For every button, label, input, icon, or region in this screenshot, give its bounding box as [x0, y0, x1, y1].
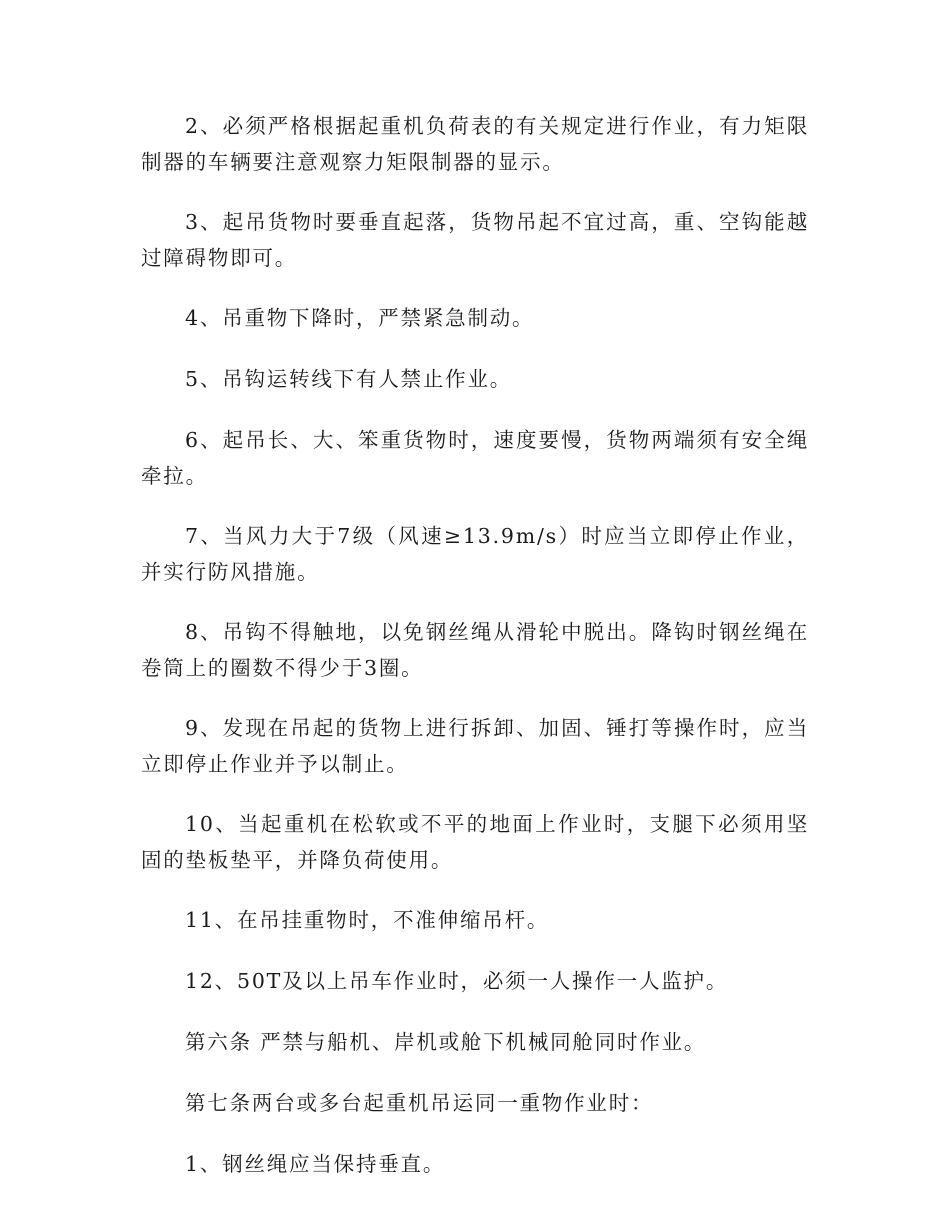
- paragraph-item-9: 9、发现在吊起的货物上进行拆卸、加固、锤打等操作时，应当立即停止作业并予以制止。: [141, 716, 809, 776]
- paragraph-article-7: 第七条两台或多台起重机吊运同一重物作业时：: [185, 1091, 654, 1115]
- paragraph-item-3: 3、起吊货物时要垂直起落，货物吊起不宜过高，重、空钩能越过障碍物即可。: [141, 210, 809, 270]
- paragraph-article-6: 第六条 严禁与船机、岸机或舱下机械同舱同时作业。: [185, 1030, 707, 1054]
- paragraph-item-12: 12、50T及以上吊车作业时，必须一人操作一人监护。: [185, 969, 729, 993]
- paragraph-item-11: 11、在吊挂重物时，不准伸缩吊杆。: [185, 908, 550, 932]
- paragraph-item-10: 10、当起重机在松软或不平的地面上作业时，支腿下必须用坚固的垫板垫平，并降负荷使用。: [141, 812, 809, 872]
- paragraph-item-6: 6、起吊长、大、笨重货物时，速度要慢，货物两端须有安全绳牵拉。: [141, 428, 809, 488]
- paragraph-item-8: 8、吊钩不得触地，以免钢丝绳从滑轮中脱出。降钩时钢丝绳在卷筒上的圈数不得少于3圈。: [141, 620, 809, 680]
- paragraph-item-7: 7、当风力大于7级（风速≥13.9m/s）时应当立即停止作业，并实行防风措施。: [141, 524, 809, 584]
- paragraph-item-5: 5、吊钩运转线下有人禁止作业。: [185, 367, 513, 391]
- paragraph-item-4: 4、吊重物下降时，严禁紧急制动。: [185, 306, 535, 330]
- paragraph-subitem-1: 1、钢丝绳应当保持垂直。: [185, 1152, 446, 1176]
- paragraph-item-2: 2、必须严格根据起重机负荷表的有关规定进行作业，有力矩限制器的车辆要注意观察力矩限制器的显示。: [141, 114, 809, 174]
- document-body: [141, 108, 809, 1207]
